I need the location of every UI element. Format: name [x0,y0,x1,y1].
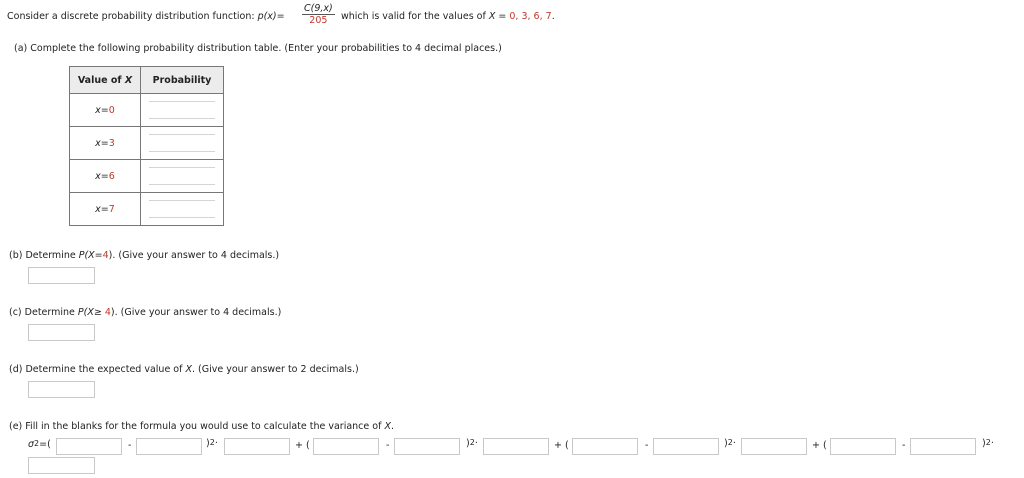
variance-term2-x-input[interactable] [313,438,379,455]
part-c-answer-input[interactable] [28,324,95,341]
variance-term1-prob-input[interactable] [224,438,290,455]
square-dot-label: )$^2$· [724,438,736,449]
sigma-squared-label: $\sigma^2=$( [28,439,51,450]
table-row [70,193,224,226]
plus-open-paren: + ( [554,440,569,451]
variance-term2-prob-input[interactable] [483,438,549,455]
probability-cell [141,193,224,226]
probability-input-x7[interactable] [149,200,215,218]
valid-values-text: which is valid for the values of X = 0, 3, 6, 7. [341,11,555,22]
probability-table [69,66,224,226]
x-value-cell: x=7 [70,193,141,226]
variance-term1-x-input[interactable] [56,438,122,455]
col-header-probability: Probability [141,67,224,94]
probability-cell [141,160,224,193]
table-row [70,127,224,160]
variance-term1-mean-input[interactable] [136,438,202,455]
col-header-value: Value of X [70,67,141,94]
variance-term4-mean-input[interactable] [910,438,976,455]
valid-values: 0, 3, 6, 7 [509,11,552,22]
probability-cell [141,94,224,127]
part-a-prompt: (a) Complete the following probability distribution table. (Enter your probabilities to 4 decimal places.) [14,43,502,54]
minus-sign: - [386,440,390,451]
variance-term4-prob-input[interactable] [28,457,95,474]
table-row [70,160,224,193]
probability-input-x3[interactable] [149,134,215,152]
pmf-fraction [302,3,335,27]
part-d-prompt: (d) Determine the expected value of X. (Give your answer to 2 decimals.) [9,364,359,375]
variance-term4-x-input[interactable] [830,438,896,455]
table-row [70,94,224,127]
probability-cell [141,127,224,160]
plus-open-paren: + ( [812,440,827,451]
plus-open-paren: + ( [295,440,310,451]
problem-statement: Consider a discrete probability distribution function: p(x)= [7,11,285,22]
minus-sign: - [645,440,649,451]
variance-term3-prob-input[interactable] [741,438,807,455]
part-d-answer-input[interactable] [28,381,95,398]
x-value-cell: x=6 [70,160,141,193]
part-b-answer-input[interactable] [28,267,95,284]
pmf-numerator: C(9,x) [304,3,333,14]
part-b-prompt: (b) Determine P(X=4). (Give your answer to 4 decimals.) [9,250,280,261]
probability-input-x6[interactable] [149,167,215,185]
variance-term2-mean-input[interactable] [394,438,460,455]
part-e-prompt: (e) Fill in the blanks for the formula you would use to calculate the variance of X. [9,421,394,432]
minus-sign: - [128,440,132,451]
x-value-cell: x=3 [70,127,141,160]
square-dot-label: )$^2$· [466,438,478,449]
square-dot-label: )$^2$· [206,438,218,449]
part-c-prompt: (c) Determine P(X≥ 4). (Give your answer to 4 decimals.) [9,307,282,318]
square-dot-label: )$^2$· [982,438,994,449]
x-value-cell: x=0 [70,94,141,127]
minus-sign: - [902,440,906,451]
probability-input-x0[interactable] [149,101,215,119]
variance-term3-mean-input[interactable] [653,438,719,455]
pmf-denominator: 205 [309,15,328,26]
variance-term3-x-input[interactable] [572,438,638,455]
